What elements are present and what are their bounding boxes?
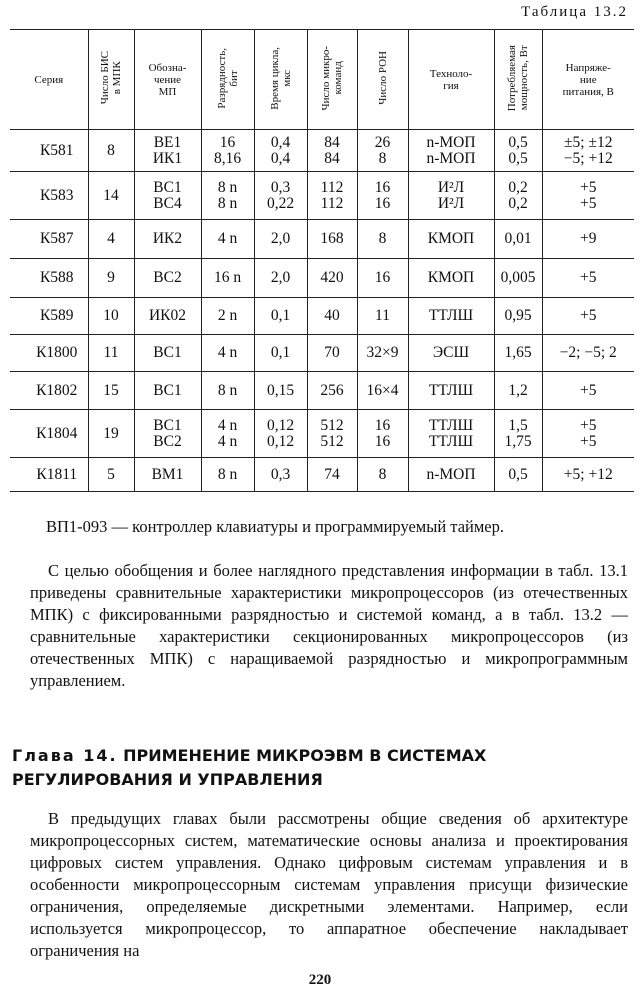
table-cell: 0,1 — [254, 335, 307, 372]
table-cell: ±5; ±12 −5; +12 — [542, 130, 634, 172]
header-designation: Обозна- чение МП — [134, 30, 201, 130]
table-row — [10, 172, 634, 220]
table-row — [10, 259, 634, 298]
table-cell: 512 512 — [307, 410, 357, 458]
table-cell: +5 — [542, 259, 634, 298]
header-technology: Техноло- гия — [408, 30, 494, 130]
table-cell: ВС1 ВС4 — [134, 172, 201, 220]
table-cell: 0,1 — [254, 298, 307, 335]
table-cell: 11 — [357, 298, 408, 335]
paragraph-intro: В предыдущих главах были рассмотрены общие сведения об архитектуре микропроцессорных систем, математические основы анализа и проектирования цифровых систем управления. Однако цифровым системам управления и в особенности микропроцессорным системам управления присущи физические ограничения, определяемые дискретными элементами. Например, если используется микропроцессор, то аппаратное обеспечение накладывает ограничения на — [30, 809, 628, 960]
header-lsi-count: Число БИС в МПК — [88, 30, 134, 130]
table-cell: ВС1 ВС2 — [134, 410, 201, 458]
table-cell: 1,2 — [494, 372, 542, 410]
table-cell: 4 — [88, 220, 134, 259]
table-cell: n-МОП n-МОП — [408, 130, 494, 172]
table-row — [10, 298, 634, 335]
table-cell: 16×4 — [357, 372, 408, 410]
chapter-number: Глава 14. — [12, 746, 118, 765]
table-cell: 11 — [88, 335, 134, 372]
paragraph-controller: ВП1-093 — контроллер клавиатуры и программируемый таймер. — [46, 517, 504, 536]
table-cell: ВЕ1 ИК1 — [134, 130, 201, 172]
table-cell: +5 — [542, 372, 634, 410]
header-microcommands: Число микро- команд — [307, 30, 357, 130]
table-cell: 32×9 — [357, 335, 408, 372]
table-cell: +5 +5 — [542, 172, 634, 220]
table-cell: 0,15 — [254, 372, 307, 410]
table-cell: 4 n — [201, 335, 254, 372]
table-cell: 0,5 0,5 — [494, 130, 542, 172]
table-cell: 16 — [357, 259, 408, 298]
table-cell: +5; +12 — [542, 458, 634, 492]
header-bit-width: Разрядность, бит — [201, 30, 254, 130]
table-cell: К1800 — [10, 335, 88, 372]
table-cell: ВМ1 — [134, 458, 201, 492]
table-row — [10, 335, 634, 372]
table-cell: 0,3 0,22 — [254, 172, 307, 220]
header-cycle-time: Время цикла, мкс — [254, 30, 307, 130]
table-row — [10, 130, 634, 172]
table-cell: К587 — [10, 220, 88, 259]
table-cell: 0,4 0,4 — [254, 130, 307, 172]
table-cell: ВС1 — [134, 335, 201, 372]
paragraph-summary: С целью обобщения и более наглядного представления информации в табл. 13.1 приведены сравнительные характеристики микропроцессоров (из отечественных МПК) с фиксированными разрядностью и системой команд, а в табл. 13.2 — сравнительные характеристики секционированных микропроцессоров (из отечественных МПК) с наращиваемой разрядностью и микропрограммным управлением. — [30, 561, 628, 690]
table-cell: 9 — [88, 259, 134, 298]
table-cell: 0,5 — [494, 458, 542, 492]
page-number: 220 — [308, 972, 332, 988]
table-cell: И²Л И²Л — [408, 172, 494, 220]
table-cell: −2; −5; 2 — [542, 335, 634, 372]
table-cell: +9 — [542, 220, 634, 259]
table-cell: К583 — [10, 172, 88, 220]
table-header-row — [10, 30, 634, 130]
table-row — [10, 372, 634, 410]
table-cell: 2,0 — [254, 220, 307, 259]
table-cell: 0,005 — [494, 259, 542, 298]
table-cell: 0,3 — [254, 458, 307, 492]
table-cell: 16 n — [201, 259, 254, 298]
table-cell: 8 n — [201, 458, 254, 492]
table-cell: К589 — [10, 298, 88, 335]
table-cell: 16 16 — [357, 410, 408, 458]
table-cell: 168 — [307, 220, 357, 259]
header-voltage: Напряже- ние питания, В — [542, 30, 634, 130]
table-cell: ТТЛШ — [408, 372, 494, 410]
table-cell: 2 n — [201, 298, 254, 335]
table-cell: 19 — [88, 410, 134, 458]
table-cell: 8 — [88, 130, 134, 172]
table-cell: 0,2 0,2 — [494, 172, 542, 220]
header-series: Серия — [10, 30, 88, 130]
table-cell: 8 n — [201, 372, 254, 410]
table-cell: 70 — [307, 335, 357, 372]
table-cell: 1,5 1,75 — [494, 410, 542, 458]
table-row — [10, 220, 634, 259]
table-cell: 256 — [307, 372, 357, 410]
header-power: Потребляемая мощность, Вт — [494, 30, 542, 130]
table-caption: Таблица 13.2 — [521, 4, 628, 20]
table-cell: 4 n 4 n — [201, 410, 254, 458]
table-row — [10, 458, 634, 492]
chapter-heading — [12, 744, 612, 792]
table-cell: 4 n — [201, 220, 254, 259]
table-cell: К1802 — [10, 372, 88, 410]
table-cell: 420 — [307, 259, 357, 298]
table-cell: 8 n 8 n — [201, 172, 254, 220]
table-cell: +5 — [542, 298, 634, 335]
table-cell: ВС2 — [134, 259, 201, 298]
table-cell: 0,95 — [494, 298, 542, 335]
table-cell: 84 84 — [307, 130, 357, 172]
header-registers: Число РОН — [357, 30, 408, 130]
table-cell: 0,12 0,12 — [254, 410, 307, 458]
table-cell: ЭСШ — [408, 335, 494, 372]
table-cell: КМОП — [408, 220, 494, 259]
table-cell: К588 — [10, 259, 88, 298]
table-cell: ВС1 — [134, 372, 201, 410]
table-cell: 2,0 — [254, 259, 307, 298]
table-cell: ТТЛШ ТТЛШ — [408, 410, 494, 458]
table-cell: 10 — [88, 298, 134, 335]
table-cell: К581 — [10, 130, 88, 172]
table-cell: 112 112 — [307, 172, 357, 220]
table-cell: 8 — [357, 458, 408, 492]
microprocessor-table — [10, 29, 634, 492]
table-cell: 74 — [307, 458, 357, 492]
table-cell: КМОП — [408, 259, 494, 298]
table-cell: 1,65 — [494, 335, 542, 372]
table-cell: +5 +5 — [542, 410, 634, 458]
table-cell: 8 — [357, 220, 408, 259]
table-cell: 5 — [88, 458, 134, 492]
table-cell: К1804 — [10, 410, 88, 458]
table-cell: ИК02 — [134, 298, 201, 335]
table-cell: 26 8 — [357, 130, 408, 172]
chapter-title: ПРИМЕНЕНИЕ МИКРОЭВМ В СИСТЕМАХ РЕГУЛИРОВАНИЯ И УПРАВЛЕНИЯ — [12, 746, 487, 789]
table-cell: ТТЛШ — [408, 298, 494, 335]
table-cell: К1811 — [10, 458, 88, 492]
table-cell: 0,01 — [494, 220, 542, 259]
table-cell: 15 — [88, 372, 134, 410]
table-cell: ИК2 — [134, 220, 201, 259]
table-cell: n-МОП — [408, 458, 494, 492]
table-cell: 16 8,16 — [201, 130, 254, 172]
table-row — [10, 410, 634, 458]
table-cell: 16 16 — [357, 172, 408, 220]
table-cell: 14 — [88, 172, 134, 220]
table-cell: 40 — [307, 298, 357, 335]
